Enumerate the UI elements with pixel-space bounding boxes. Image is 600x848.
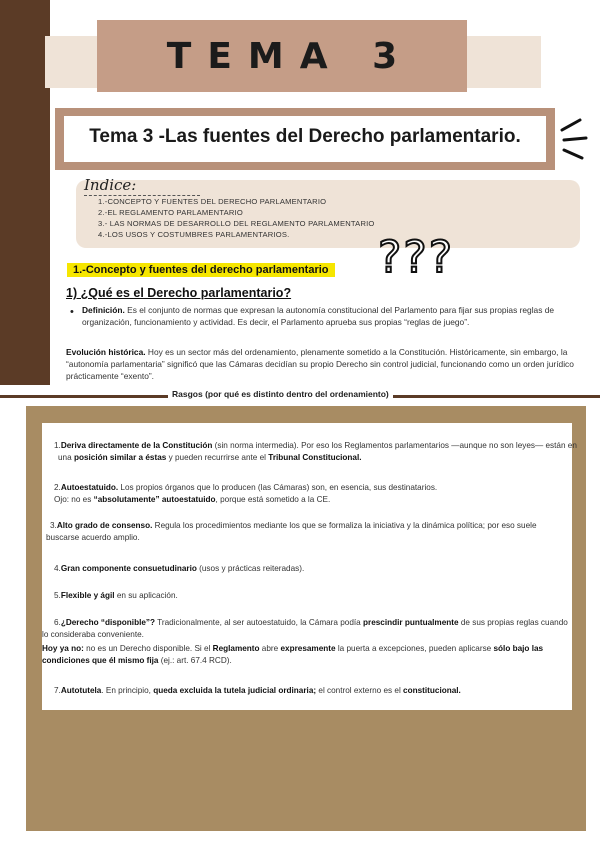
rasgo-text: Tradicionalmente, al ser autoestatuido, la Cámara podía: [155, 618, 364, 627]
rasgo-bold: expresamente: [280, 644, 336, 653]
definition-label: Definición.: [82, 305, 125, 315]
rasgo-text: (usos y prácticas reiteradas).: [196, 564, 305, 573]
rasgo-bold: posición similar a éstas: [73, 453, 167, 462]
rasgo-number: 3.: [50, 521, 57, 530]
rasgo-text: , porque está sometido a la CE.: [215, 495, 331, 504]
rasgo-bold: Flexible y ágil: [60, 591, 115, 600]
rasgo-item-7: [50, 685, 574, 697]
rasgo-number: 4.: [54, 564, 61, 573]
rasgo-text: Los propios órganos que lo producen (las Cámaras) son, en esencia, sus destinatarios.: [118, 483, 438, 492]
index-item: 1.-CONCEPTO Y FUENTES DEL DERECHO PARLAMENTARIO: [98, 197, 327, 206]
evolution-paragraph: [66, 346, 582, 382]
rasgo-bold: Gran componente consuetudinario: [60, 564, 197, 573]
index-title: Indice:: [84, 176, 137, 194]
rasgo-text: Ojo: no es: [54, 495, 94, 504]
rasgo-bold: Tribunal Constitucional.: [268, 453, 362, 462]
rasgo-text: y pueden recurrirse ante el: [166, 453, 269, 462]
rasgo-text: Regula los procedimientos mediante los que se formaliza la iniciativa y la dinámica política; por eso suele buscarse acuerdo amplio.: [46, 521, 537, 542]
rasgo-text: en su aplicación.: [114, 591, 178, 600]
rasgo-bold: ¿Derecho “disponible”?: [60, 618, 156, 627]
rasgo-text: el control externo es el: [316, 686, 404, 695]
rasgo-text: (sin norma intermedia). Por eso los Reglamentos parlamentarios —aunque no son leyes— están en una: [58, 441, 577, 462]
evolution-label: Evolución histórica.: [66, 347, 146, 357]
rasgo-bold: prescindir puntualmente: [363, 618, 459, 627]
definition-text: Es el conjunto de normas que expresan la autonomía constitucional del Parlamento para fijar sus propias reglas de organización, funcionamiento y actividad. Es decir, el Parlamento aprueba sus propias “reglas de juego”.: [82, 305, 555, 327]
section-question: 1) ¿Qué es el Derecho parlamentario?: [66, 286, 292, 300]
definition-paragraph: [82, 304, 582, 328]
rasgo-bold: queda excluida la tutela judicial ordinaria;: [153, 686, 317, 695]
rasgo-text: . En principio,: [101, 686, 154, 695]
emphasis-strokes-icon: [558, 118, 590, 162]
index-item: 2.-EL REGLAMENTO PARLAMENTARIO: [98, 208, 243, 217]
rasgo-item-1: [50, 440, 578, 464]
rasgo-bold: Autotutela: [60, 686, 102, 695]
rasgo-number: 2.: [54, 483, 61, 492]
rasgo-bold: Hoy ya no:: [42, 644, 84, 653]
rasgo-bold: Alto grado de consenso.: [56, 521, 153, 530]
rasgo-bold: “absolutamente” autoestatuido: [93, 495, 216, 504]
rasgo-bold: Reglamento: [212, 644, 260, 653]
rasgo-bold: Autoestatuido.: [60, 483, 119, 492]
index-item: 3.- LAS NORMAS DE DESARROLLO DEL REGLAMENTO PARLAMENTARIO: [98, 219, 375, 228]
evolution-text: Hoy es un sector más del ordenamiento, plenamente sometido a la Constitución. Históricamente, sin embargo, la “autonomía parlamentaria” significó que las Cámaras decidían su propio Derecho sin control judicial, funcionando como un orden jurídico prácticamente “exento”.: [66, 347, 574, 381]
index-item: 4.-LOS USOS Y COSTUMBRES PARLAMENTARIOS.: [98, 230, 290, 239]
page-title: TEMA 3: [166, 36, 414, 77]
bullet-dot: •: [70, 306, 74, 318]
rasgo-number: 6.: [54, 618, 61, 627]
rasgo-item-5: [50, 590, 574, 602]
rasgo-item-3: [46, 520, 566, 544]
rasgo-item-2: [50, 482, 574, 506]
rasgo-item-6: [42, 617, 570, 641]
question-marks-icon: [376, 232, 472, 278]
section-heading: 1.-Concepto y fuentes del derecho parlamentario: [67, 263, 335, 277]
rasgo-number: 7.: [54, 686, 61, 695]
question-marks-text: ???: [378, 232, 455, 278]
rasgo-text: de sus propias reglas cuando lo consideraba conveniente.: [42, 618, 568, 639]
rasgo-bold: sólo bajo las condiciones que él mismo fija: [42, 644, 544, 665]
rasgo-text: no es un Derecho disponible. Si el: [83, 644, 213, 653]
left-decorative-bar: [0, 0, 50, 385]
subtitle: Tema 3 -Las fuentes del Derecho parlamentario.: [89, 126, 521, 147]
rasgo-number: 5.: [54, 591, 61, 600]
rasgo-item-4: [50, 563, 574, 575]
rasgos-title: Rasgos (por qué es distinto dentro del ordenamiento): [168, 389, 393, 399]
rasgo-bold: constitucional.: [403, 686, 461, 695]
rasgo-text: abre: [259, 644, 281, 653]
rasgo-item-6-continuation: [42, 643, 570, 667]
rasgo-number: 1.: [54, 441, 61, 450]
rasgo-text: (ej.: art. 67.4 RCD).: [158, 656, 232, 665]
rasgo-bold: Deriva directamente de la Constitución: [60, 441, 213, 450]
rasgo-text: la puerta a excepciones, pueden aplicarse: [335, 644, 494, 653]
index-list: [98, 196, 375, 240]
